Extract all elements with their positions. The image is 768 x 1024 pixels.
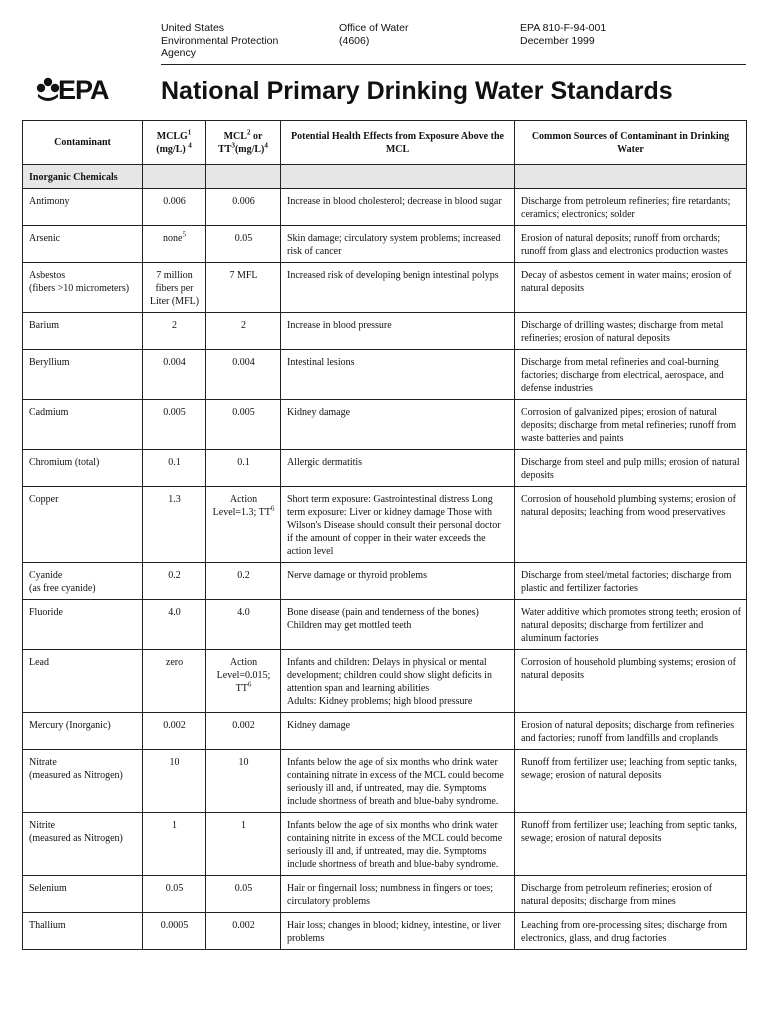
table-row xyxy=(23,813,747,876)
mclg-cell: 7 million fibers per Liter (MFL) xyxy=(143,263,206,313)
col-header-mclg: MCLG$^1$ (mg/L) $^4$ xyxy=(143,121,206,165)
header-doc xyxy=(520,22,606,47)
contaminant-note: (measured as Nitrogen) xyxy=(29,770,123,781)
header-agency-line: United States xyxy=(161,22,225,34)
health-effects-cell: Short term exposure: Gastrointestinal distress Long term exposure: Liver or kidney damage Those with Wilson's Disease should consult their personal doctor if the amount of copper in their water exceeds the action level xyxy=(281,487,515,563)
page-title: National Primary Drinking Water Standards xyxy=(161,77,673,105)
mcl-cell: 0.2 xyxy=(206,563,281,600)
mcl-cell: 0.005 xyxy=(206,400,281,450)
mcl-cell: Action Level=1.3; $TT^6$ xyxy=(206,487,281,563)
health-effects-cell: Infants and children: Delays in physical or mental development; children could show slight deficits in attention span and learning abilities Adults: Kidney problems; high blood pressure xyxy=(281,650,515,713)
epa-flower-icon xyxy=(36,76,60,106)
table-row xyxy=(23,487,747,563)
table-row xyxy=(23,913,747,950)
sources-cell: Erosion of natural deposits; discharge from refineries and factories; runoff from landfills and croplands xyxy=(515,713,747,750)
mclg-cell: 10 xyxy=(143,750,206,813)
mclg-cell: 2 xyxy=(143,313,206,350)
mclg-cell: 4.0 xyxy=(143,600,206,650)
mcl-cell: 10 xyxy=(206,750,281,813)
footnote-mark: 6 xyxy=(247,680,252,689)
table-row xyxy=(23,226,747,263)
standards-table xyxy=(22,120,747,950)
mcl-cell: 1 xyxy=(206,813,281,876)
mcl-cell: 4.0 xyxy=(206,600,281,650)
health-effects-cell: Hair loss; changes in blood; kidney, intestine, or liver problems xyxy=(281,913,515,950)
table-row xyxy=(23,450,747,487)
health-effects-cell: Skin damage; circulatory system problems; increased risk of cancer xyxy=(281,226,515,263)
health-effects-cell: Kidney damage xyxy=(281,400,515,450)
sources-cell: Runoff from fertilizer use; leaching from septic tanks, sewage; erosion of natural deposits xyxy=(515,750,747,813)
header-doc-number: EPA 810-F-94-001 xyxy=(520,22,607,34)
table-row xyxy=(23,400,747,450)
health-effects-cell: Infants below the age of six months who drink water containing nitrate in excess of the MCL could become seriously ill and, if untreated, may die. Symptoms include shortness of breath and blue-baby syndrome. xyxy=(281,750,515,813)
col-header-contaminant: Contaminant xyxy=(23,121,143,165)
health-effects-cell: Increase in blood cholesterol; decrease in blood sugar xyxy=(281,189,515,226)
table-row xyxy=(23,189,747,226)
contaminant-cell: Nitrite (measured as Nitrogen) xyxy=(23,813,143,876)
contaminant-cell: Chromium (total) xyxy=(23,450,143,487)
health-effects-cell: Intestinal lesions xyxy=(281,350,515,400)
col-header-sources: Common Sources of Contaminant in Drinking Water xyxy=(515,121,747,165)
contaminant-note: (fibers >10 micrometers) xyxy=(29,283,130,294)
table-row xyxy=(23,350,747,400)
contaminant-cell: Copper xyxy=(23,487,143,563)
health-effects-cell: Increased risk of developing benign intestinal polyps xyxy=(281,263,515,313)
header-rule xyxy=(161,64,746,65)
health-effects-cell: Kidney damage xyxy=(281,713,515,750)
section-label: Inorganic Chemicals xyxy=(23,165,143,189)
sources-cell: Discharge from metal refineries and coal-burning factories; discharge from electrical, aerospace, and defense industries xyxy=(515,350,747,400)
sources-cell: Runoff from fertilizer use; leaching from septic tanks, sewage; erosion of natural deposits xyxy=(515,813,747,876)
contaminant-note: (measured as Nitrogen) xyxy=(29,833,123,844)
health-effects-cell: Bone disease (pain and tenderness of the bones) Children may get mottled teeth xyxy=(281,600,515,650)
contaminant-cell: Nitrate (measured as Nitrogen) xyxy=(23,750,143,813)
sources-cell: Discharge from steel and pulp mills; erosion of natural deposits xyxy=(515,450,747,487)
mclg-cell: 0.0005 xyxy=(143,913,206,950)
mclg-cell: 1.3 xyxy=(143,487,206,563)
epa-logo xyxy=(36,75,120,107)
mcl-cell: 0.002 xyxy=(206,713,281,750)
table-row xyxy=(23,713,747,750)
mcl-cell: Action Level=0.015; $TT^6$ xyxy=(206,650,281,713)
col-header-mcl: MCL$^2$ or $TT^3(mg/L)^4$ xyxy=(206,121,281,165)
contaminant-cell: Cadmium xyxy=(23,400,143,450)
mcl-cell: 0.002 xyxy=(206,913,281,950)
header-doc-date: December 1999 xyxy=(520,34,595,47)
mclg-cell: 1 xyxy=(143,813,206,876)
sources-cell: Discharge from petroleum refineries; fire retardants; ceramics; electronics; solder xyxy=(515,189,747,226)
health-effects-cell: Increase in blood pressure xyxy=(281,313,515,350)
header-agency-line: Environmental Protection xyxy=(161,34,279,47)
sources-cell: Discharge from petroleum refineries; erosion of natural deposits; discharge from mines xyxy=(515,876,747,913)
sources-cell: Leaching from ore-processing sites; discharge from electronics, glass, and drug factories xyxy=(515,913,747,950)
contaminant-cell: Barium xyxy=(23,313,143,350)
header-office-line: (4606) xyxy=(339,34,370,47)
sources-cell: Erosion of natural deposits; runoff from orchards; runoff from glass and electronics production wastes xyxy=(515,226,747,263)
contaminant-cell: Beryllium xyxy=(23,350,143,400)
table-row xyxy=(23,876,747,913)
footnote-mark: 6 xyxy=(270,504,275,513)
epa-logo-text: EPA xyxy=(58,75,109,105)
table-row xyxy=(23,650,747,713)
contaminant-cell: Thallium xyxy=(23,913,143,950)
mclg-cell: 0.05 xyxy=(143,876,206,913)
table-row xyxy=(23,313,747,350)
table-row xyxy=(23,750,747,813)
mcl-cell: 0.05 xyxy=(206,876,281,913)
table-row xyxy=(23,263,747,313)
header-agency xyxy=(161,22,278,60)
sources-cell: Decay of asbestos cement in water mains; erosion of natural deposits xyxy=(515,263,747,313)
sources-cell: Water additive which promotes strong teeth; erosion of natural deposits; discharge from fertilizer and aluminum factories xyxy=(515,600,747,650)
contaminant-cell: Lead xyxy=(23,650,143,713)
sources-cell: Discharge of drilling wastes; discharge from metal refineries; erosion of natural deposits xyxy=(515,313,747,350)
contaminant-cell: Arsenic xyxy=(23,226,143,263)
header-office xyxy=(339,22,408,47)
table-row xyxy=(23,600,747,650)
health-effects-cell: Nerve damage or thyroid problems xyxy=(281,563,515,600)
mclg-cell: zero xyxy=(143,650,206,713)
mclg-cell: none$^5$ xyxy=(143,226,206,263)
mcl-cell: 2 xyxy=(206,313,281,350)
mclg-cell: 0.006 xyxy=(143,189,206,226)
header-office-line: Office of Water xyxy=(339,22,409,34)
table-header-row xyxy=(23,121,747,165)
contaminant-cell: Asbestos (fibers >10 micrometers) xyxy=(23,263,143,313)
col-header-effects: Potential Health Effects from Exposure Above the MCL xyxy=(281,121,515,165)
sources-cell: Corrosion of household plumbing systems; erosion of natural deposits xyxy=(515,650,747,713)
contaminant-note: (as free cyanide) xyxy=(29,583,96,594)
sources-cell: Corrosion of household plumbing systems; erosion of natural deposits; leaching from wood preservatives xyxy=(515,487,747,563)
health-effects-cell: Allergic dermatitis xyxy=(281,450,515,487)
table-row xyxy=(23,563,747,600)
footnote-mark: 5 xyxy=(182,230,186,239)
contaminant-cell: Fluoride xyxy=(23,600,143,650)
sources-cell: Discharge from steel/metal factories; discharge from plastic and fertilizer factories xyxy=(515,563,747,600)
contaminant-cell: Antimony xyxy=(23,189,143,226)
sources-cell: Corrosion of galvanized pipes; erosion of natural deposits; discharge from metal refineries; runoff from waste batteries and paints xyxy=(515,400,747,450)
mcl-cell: 0.1 xyxy=(206,450,281,487)
mclg-cell: 0.004 xyxy=(143,350,206,400)
mcl-cell: 0.006 xyxy=(206,189,281,226)
mclg-cell: 0.002 xyxy=(143,713,206,750)
mcl-cell: 7 MFL xyxy=(206,263,281,313)
section-row xyxy=(23,165,747,189)
health-effects-cell: Hair or fingernail loss; numbness in fingers or toes; circulatory problems xyxy=(281,876,515,913)
contaminant-cell: Selenium xyxy=(23,876,143,913)
header-agency-line: Agency xyxy=(161,47,197,59)
mclg-cell: 0.005 xyxy=(143,400,206,450)
mcl-cell: 0.004 xyxy=(206,350,281,400)
mclg-cell: 0.1 xyxy=(143,450,206,487)
contaminant-cell: Mercury (Inorganic) xyxy=(23,713,143,750)
contaminant-cell: Cyanide (as free cyanide) xyxy=(23,563,143,600)
mcl-cell: 0.05 xyxy=(206,226,281,263)
mclg-cell: 0.2 xyxy=(143,563,206,600)
health-effects-cell: Infants below the age of six months who drink water containing nitrite in excess of the MCL could become seriously ill and, if untreated, may die. Symptoms include shortness of breath and blue-baby syndrome. xyxy=(281,813,515,876)
